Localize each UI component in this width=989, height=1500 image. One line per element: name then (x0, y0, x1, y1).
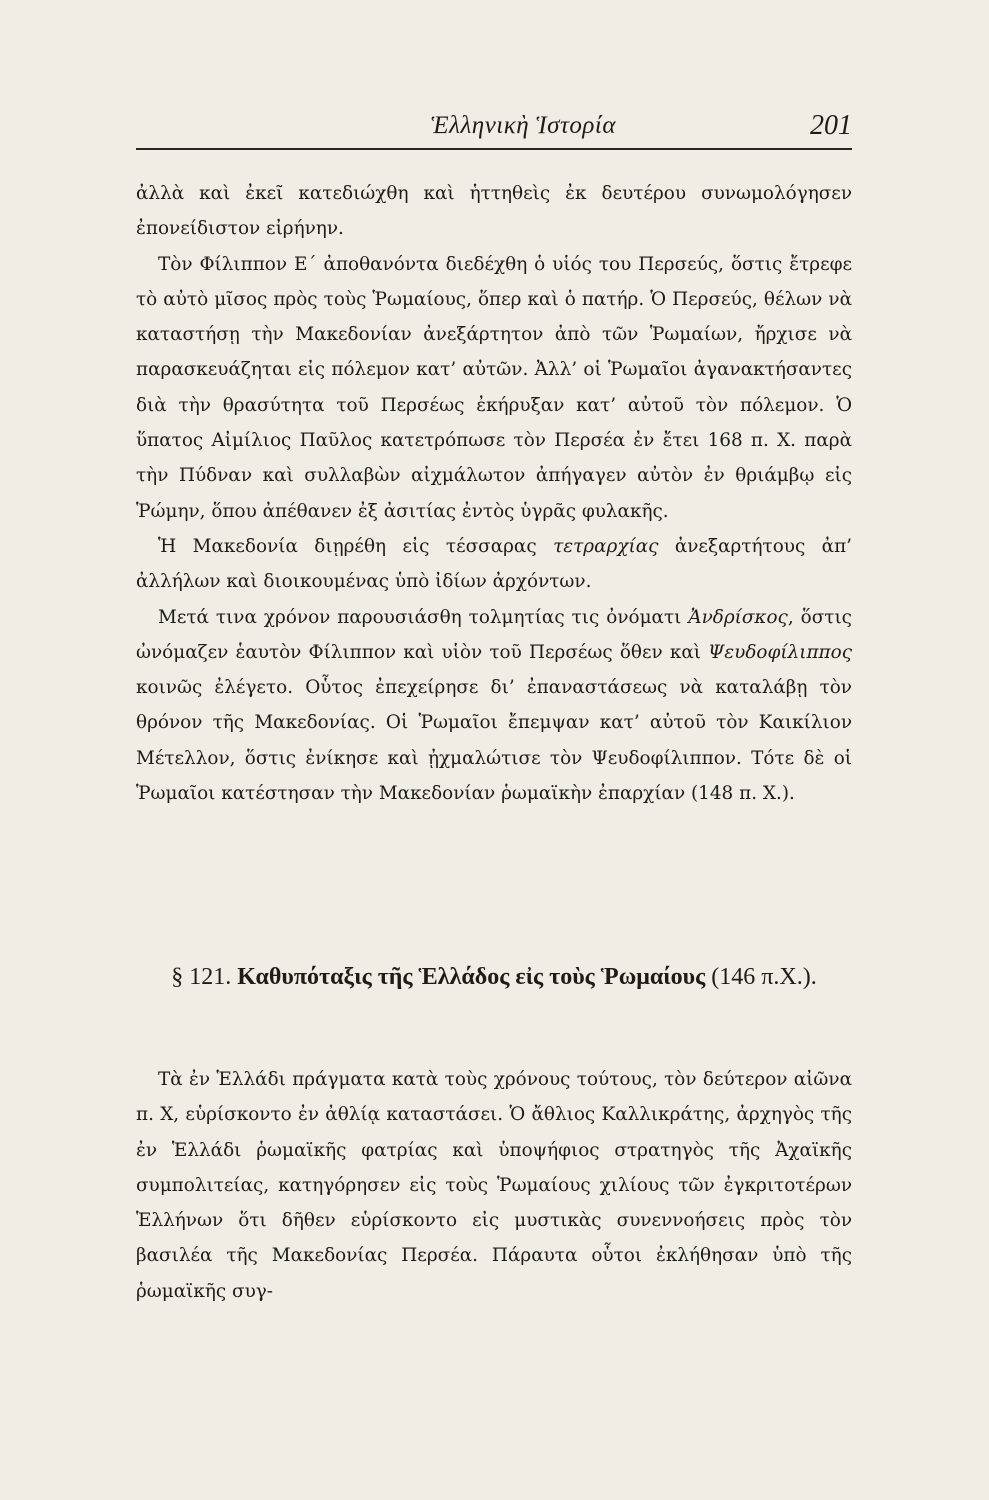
paragraph-4 (136, 600, 852, 812)
running-head-title: Ἑλληνικὴ Ἱστορία (430, 112, 616, 139)
paragraph-2 (136, 247, 852, 529)
section-heading (136, 958, 852, 996)
paragraph-4-text-b: , ὅστις ὠνόμαζεν ἑαυτὸν Φίλιππον καὶ υἱὸν τοῦ Περσέως ὅθεν καὶ (136, 606, 852, 663)
text-block-top (136, 176, 852, 811)
paragraph-5-text: Τὰ ἐν Ἑλλάδι πράγματα κατὰ τοὺς χρόνους τούτους, τὸν δεύτερον αἰῶνα π. Χ, εὑρίσκοντο ἐν ἀθλίᾳ καταστάσει. Ὁ ἄθλιος Καλλικράτης, ἀρχηγὸς τῆς ἐν Ἑλλάδι ῥωμαϊκῆς φατρίας καὶ ὑποψήφιος στρατηγὸς τῆς Ἀχαϊκῆς συμπολιτείας, κατηγόρησεν εἰς τοὺς Ῥωμαίους χιλίους τῶν ἐγκριτοτέρων Ἑλλήνων ὅτι δῆθεν εὑρίσκοντο εἰς μυστικὰς συνεννοήσεις πρὸς τὸν βασιλέα τῆς Μακεδονίας Περσέα. Πάραυτα οὗτοι ἐκλήθησαν ὑπὸ τῆς ῥωμαϊκῆς συγ- (136, 1069, 852, 1302)
paragraph-2-text: Τὸν Φίλιππον Ε΄ ἀποθανόντα διεδέχθη ὁ υἱός του Περσεύς, ὅστις ἔτρεφε τὸ αὐτὸ μῖσος πρὸς τοὺς Ῥωμαίους, ὅπερ καὶ ὁ πατήρ. Ὁ Περσεύς, θέλων νὰ καταστήσῃ τὴν Μακεδονίαν ἀνεξάρτητον ἀπὸ τῶν Ῥωμαίων, ἤρχισε νὰ παρασκευάζηται εἰς πόλεμον κατ’ αὐτῶν. Ἀλλ’ οἱ Ῥωμαῖοι ἀγανακτήσαντες διὰ τὴν θρασύτητα τοῦ Περσέως ἐκήρυξαν κατ’ αὐτοῦ τὸν πόλεμον. Ὁ ὕπατος Αἰμίλιος Παῦλος κατετρόπωσε τὸν Περσέα ἐν ἔτει 168 π. Χ. παρὰ τὴν Πύδναν καὶ συλλαβὼν αἰχμάλωτον ἀπήγαγεν αὐτὸν ἐν θριάμβῳ εἰς Ῥώμην, ὅπου ἀπέθανεν ἐξ ἀσιτίας ἐντὸς ὑγρᾶς φυλακῆς. (136, 253, 852, 522)
paragraph-3-italic-term: τετραρχίας (553, 535, 659, 557)
paragraph-5 (136, 1062, 852, 1309)
paragraph-4-text-a: Μετά τινα χρόνον παρουσιάσθη τολμητίας τις ὀνόματι (158, 606, 689, 628)
section-number: § 121. (171, 964, 232, 990)
section-date: (146 π.Χ.). (711, 964, 817, 990)
paragraph-1 (136, 176, 852, 247)
paragraph-3 (136, 529, 852, 600)
page-number: 201 (810, 110, 852, 141)
paragraph-3-text-a: Ἡ Μακεδονία διῃρέθη εἰς τέσσαρας (158, 535, 554, 557)
section-title: Καθυπόταξις τῆς Ἑλλάδος εἰς τοὺς Ῥωμαίους (237, 964, 706, 990)
text-block-bottom (136, 1062, 852, 1309)
running-head (136, 112, 852, 150)
paragraph-4-italic-name-2: Ψευδοφίλιππος (708, 641, 852, 663)
paragraph-4-italic-name-1: Ἀνδρίσκος (688, 606, 788, 628)
paragraph-1-text: ἀλλὰ καὶ ἐκεῖ κατεδιώχθη καὶ ἡττηθεὶς ἐκ δευτέρου συνωμολόγησεν ἐπονείδιστον εἰρήνην. (136, 183, 852, 240)
paragraph-4-text-c: κοινῶς ἐλέγετο. Οὗτος ἐπεχείρησε δι’ ἐπαναστάσεως νὰ καταλάβῃ τὸν θρόνον τῆς Μακεδονίας. Οἱ Ῥωμαῖοι ἔπεμψαν κατ’ αὐτοῦ τὸν Καικίλιον Μέτελλον, ὅστις ἐνίκησε καὶ ᾐχμαλώτισε τὸν Ψευδοφίλιππον. Τότε δὲ οἱ Ῥωμαῖοι κατέστησαν τὴν Μακεδονίαν ῥωμαϊκὴν ἐπαρχίαν (148 π. Χ.). (136, 677, 852, 805)
paragraph-3-text-b: ἀνεξαρτήτους ἀπ’ ἀλλήλων καὶ διοικουμένας ὑπὸ ἰδίων ἀρχόντων. (136, 535, 853, 593)
